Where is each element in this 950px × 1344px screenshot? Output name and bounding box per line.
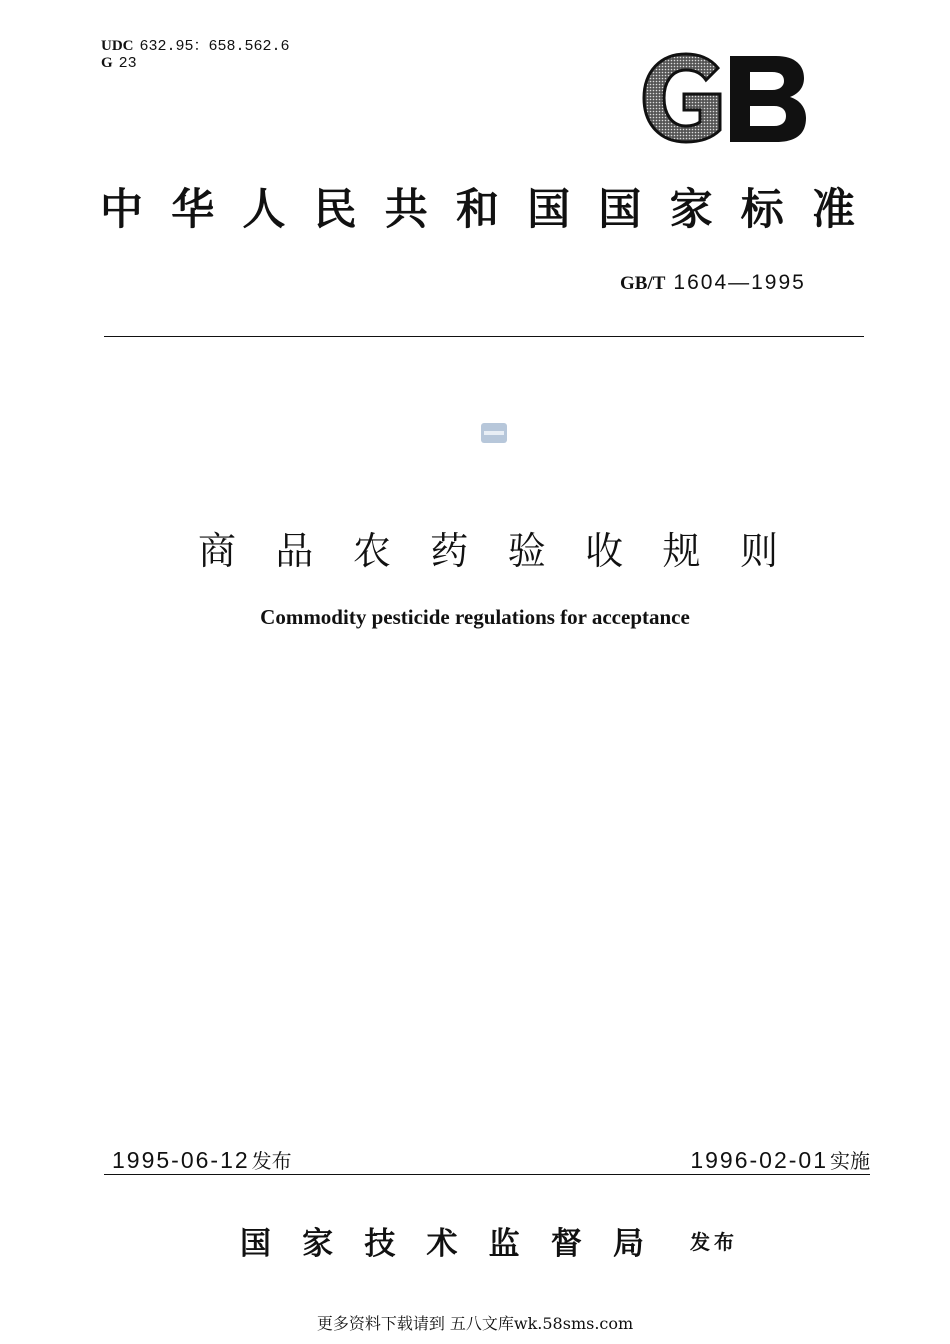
gb-logo bbox=[640, 50, 810, 146]
standard-number bbox=[620, 270, 806, 295]
standard-code: 1604—1995 bbox=[673, 271, 806, 294]
issue-date-label: 发布 bbox=[251, 1149, 292, 1173]
issue-date-value: 1995-06-12 bbox=[112, 1147, 250, 1173]
class-label: G bbox=[101, 55, 113, 71]
implementation-date bbox=[690, 1145, 870, 1174]
national-standard-heading: 中华人民共和国国家标准 bbox=[100, 185, 866, 235]
footer-divider bbox=[104, 1174, 870, 1175]
watermark-icon bbox=[480, 422, 508, 444]
udc-code bbox=[101, 38, 290, 55]
header-divider bbox=[104, 336, 864, 337]
download-footer-link[interactable]: 更多资料下载请到 五八文库wk.58sms.com bbox=[316, 1314, 634, 1333]
issue-date bbox=[112, 1145, 292, 1174]
implementation-date-value: 1996-02-01 bbox=[690, 1147, 828, 1173]
implementation-date-label: 实施 bbox=[830, 1149, 870, 1173]
publisher-name: 国家技术监督局 bbox=[240, 1226, 644, 1262]
classification-code bbox=[101, 55, 137, 72]
class-value: 23 bbox=[118, 55, 137, 72]
document-title-chinese: 商品农药验收规则 bbox=[198, 529, 778, 573]
publisher-action: 发布 bbox=[690, 1230, 738, 1254]
udc-value: 632.95：658.562.6 bbox=[139, 38, 290, 55]
standard-prefix: GB/T bbox=[620, 273, 666, 294]
document-title-english: Commodity pesticide regulations for acceptance bbox=[260, 605, 690, 629]
gb-logo-text: GB bbox=[640, 50, 642, 51]
udc-label: UDC bbox=[101, 38, 134, 54]
